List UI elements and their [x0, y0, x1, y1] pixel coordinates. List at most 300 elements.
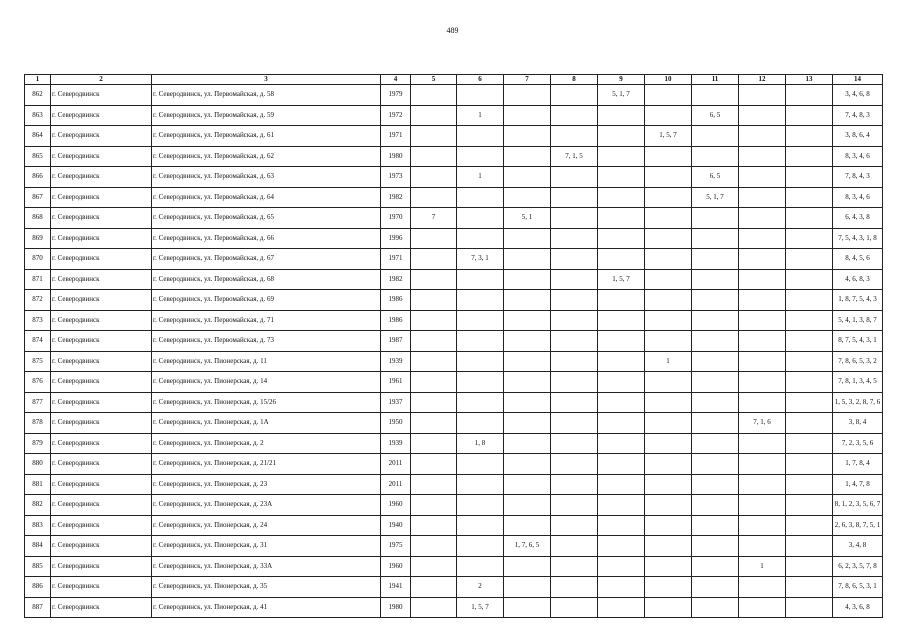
col-12-cell — [739, 228, 786, 249]
col-13-cell — [786, 187, 833, 208]
table-row — [25, 146, 883, 167]
col-12-cell — [739, 126, 786, 147]
year-cell: 1939 — [381, 433, 411, 454]
col-9-cell — [598, 290, 645, 311]
col-11-cell — [692, 536, 739, 557]
col-7-cell — [504, 290, 551, 311]
table-row — [25, 126, 883, 147]
settlement-cell: г. Северодвинск — [51, 597, 152, 618]
col-11-cell — [692, 85, 739, 106]
col-9-cell — [598, 372, 645, 393]
col-9-cell — [598, 536, 645, 557]
address-cell: г. Северодвинск, ул. Первомайская, д. 73 — [152, 331, 381, 352]
col-11-cell — [692, 228, 739, 249]
col-5-cell — [411, 433, 457, 454]
col-6-cell — [457, 85, 504, 106]
year-cell: 1986 — [381, 290, 411, 311]
table-row — [25, 597, 883, 618]
col-9-cell — [598, 105, 645, 126]
col-14-cell: 7, 8, 6, 5, 3, 1 — [833, 577, 883, 598]
row-number-cell: 865 — [25, 146, 51, 167]
col-14-cell: 1, 4, 7, 8 — [833, 474, 883, 495]
col-8-cell — [551, 536, 598, 557]
col-8-cell — [551, 331, 598, 352]
col-6-cell — [457, 474, 504, 495]
col-14-cell: 7, 4, 8, 3 — [833, 105, 883, 126]
col-7-cell — [504, 269, 551, 290]
settlement-cell: г. Северодвинск — [51, 85, 152, 106]
col-8-cell — [551, 433, 598, 454]
column-header-4: 4 — [381, 75, 411, 85]
col-14-cell: 3, 8, 6, 4 — [833, 126, 883, 147]
col-6-cell — [457, 228, 504, 249]
col-12-cell — [739, 208, 786, 229]
col-5-cell — [411, 105, 457, 126]
row-number-cell: 876 — [25, 372, 51, 393]
column-header-12: 12 — [739, 75, 786, 85]
col-11-cell: 6, 5 — [692, 105, 739, 126]
year-cell: 1970 — [381, 208, 411, 229]
col-9-cell — [598, 556, 645, 577]
settlement-cell: г. Северодвинск — [51, 372, 152, 393]
col-6-cell: 2 — [457, 577, 504, 598]
col-7-cell — [504, 454, 551, 475]
col-12-cell — [739, 146, 786, 167]
table-row — [25, 269, 883, 290]
column-header-10: 10 — [645, 75, 692, 85]
col-12-cell — [739, 597, 786, 618]
col-11-cell: 5, 1, 7 — [692, 187, 739, 208]
table-row — [25, 290, 883, 311]
col-9-cell — [598, 413, 645, 434]
col-9-cell — [598, 331, 645, 352]
col-9-cell — [598, 208, 645, 229]
row-number-cell: 863 — [25, 105, 51, 126]
col-7-cell — [504, 495, 551, 516]
col-6-cell — [457, 536, 504, 557]
col-9-cell — [598, 597, 645, 618]
col-6-cell — [457, 269, 504, 290]
col-11-cell — [692, 372, 739, 393]
address-cell: г. Северодвинск, ул. Первомайская, д. 61 — [152, 126, 381, 147]
col-5-cell — [411, 495, 457, 516]
col-5-cell — [411, 269, 457, 290]
year-cell: 1971 — [381, 126, 411, 147]
row-number-cell: 869 — [25, 228, 51, 249]
header-row — [25, 75, 883, 85]
year-cell: 1979 — [381, 85, 411, 106]
col-8-cell — [551, 454, 598, 475]
table-body — [25, 85, 883, 618]
col-6-cell — [457, 413, 504, 434]
settlement-cell: г. Северодвинск — [51, 146, 152, 167]
col-14-cell: 8, 7, 5, 4, 3, 1 — [833, 331, 883, 352]
col-9-cell — [598, 228, 645, 249]
col-7-cell — [504, 331, 551, 352]
col-11-cell — [692, 351, 739, 372]
col-13-cell — [786, 454, 833, 475]
col-13-cell — [786, 474, 833, 495]
col-7-cell — [504, 105, 551, 126]
col-10-cell — [645, 536, 692, 557]
col-9-cell — [598, 474, 645, 495]
col-8-cell — [551, 228, 598, 249]
col-6-cell: 7, 3, 1 — [457, 249, 504, 270]
address-cell: г. Северодвинск, ул. Первомайская, д. 58 — [152, 85, 381, 106]
col-13-cell — [786, 392, 833, 413]
table-row — [25, 351, 883, 372]
year-cell: 1960 — [381, 495, 411, 516]
column-header-8: 8 — [551, 75, 598, 85]
row-number-cell: 874 — [25, 331, 51, 352]
table-row — [25, 249, 883, 270]
col-8-cell — [551, 187, 598, 208]
col-5-cell — [411, 392, 457, 413]
col-11-cell — [692, 556, 739, 577]
year-cell: 1961 — [381, 372, 411, 393]
settlement-cell: г. Северодвинск — [51, 126, 152, 147]
col-12-cell — [739, 372, 786, 393]
col-13-cell — [786, 597, 833, 618]
col-12-cell — [739, 474, 786, 495]
row-number-cell: 882 — [25, 495, 51, 516]
col-8-cell — [551, 167, 598, 188]
table-row — [25, 474, 883, 495]
col-12-cell — [739, 351, 786, 372]
col-12-cell — [739, 290, 786, 311]
address-cell: г. Северодвинск, ул. Первомайская, д. 68 — [152, 269, 381, 290]
table-row — [25, 372, 883, 393]
row-number-cell: 883 — [25, 515, 51, 536]
col-9-cell — [598, 351, 645, 372]
col-13-cell — [786, 228, 833, 249]
col-13-cell — [786, 536, 833, 557]
table-row — [25, 577, 883, 598]
table-row — [25, 413, 883, 434]
col-5-cell — [411, 126, 457, 147]
col-8-cell — [551, 556, 598, 577]
settlement-cell: г. Северодвинск — [51, 228, 152, 249]
year-cell: 1982 — [381, 187, 411, 208]
address-cell: г. Северодвинск, ул. Пионерская, д. 35 — [152, 577, 381, 598]
column-header-6: 6 — [457, 75, 504, 85]
row-number-cell: 875 — [25, 351, 51, 372]
col-13-cell — [786, 167, 833, 188]
col-10-cell — [645, 474, 692, 495]
settlement-cell: г. Северодвинск — [51, 454, 152, 475]
col-14-cell: 8, 1, 2, 3, 5, 6, 7 — [833, 495, 883, 516]
col-5-cell — [411, 85, 457, 106]
settlement-cell: г. Северодвинск — [51, 331, 152, 352]
col-12-cell — [739, 495, 786, 516]
col-9-cell — [598, 167, 645, 188]
col-8-cell — [551, 290, 598, 311]
col-12-cell — [739, 454, 786, 475]
address-cell: г. Северодвинск, ул. Пионерская, д. 41 — [152, 597, 381, 618]
column-header-7: 7 — [504, 75, 551, 85]
column-header-11: 11 — [692, 75, 739, 85]
col-14-cell: 7, 5, 4, 3, 1, 8 — [833, 228, 883, 249]
settlement-cell: г. Северодвинск — [51, 208, 152, 229]
settlement-cell: г. Северодвинск — [51, 290, 152, 311]
table-row — [25, 536, 883, 557]
settlement-cell: г. Северодвинск — [51, 269, 152, 290]
col-10-cell — [645, 85, 692, 106]
col-9-cell — [598, 515, 645, 536]
col-10-cell — [645, 146, 692, 167]
row-number-cell: 872 — [25, 290, 51, 311]
col-13-cell — [786, 556, 833, 577]
year-cell: 1986 — [381, 310, 411, 331]
col-10-cell — [645, 495, 692, 516]
col-12-cell — [739, 331, 786, 352]
col-11-cell — [692, 146, 739, 167]
row-number-cell: 870 — [25, 249, 51, 270]
row-number-cell: 871 — [25, 269, 51, 290]
col-10-cell — [645, 392, 692, 413]
col-10-cell — [645, 515, 692, 536]
col-9-cell — [598, 495, 645, 516]
col-10-cell — [645, 228, 692, 249]
table-row — [25, 556, 883, 577]
year-cell: 1971 — [381, 249, 411, 270]
address-cell: г. Северодвинск, ул. Первомайская, д. 62 — [152, 146, 381, 167]
settlement-cell: г. Северодвинск — [51, 187, 152, 208]
col-9-cell — [598, 249, 645, 270]
col-14-cell: 4, 6, 8, 3 — [833, 269, 883, 290]
col-7-cell — [504, 392, 551, 413]
col-11-cell — [692, 454, 739, 475]
address-cell: г. Северодвинск, ул. Первомайская, д. 59 — [152, 105, 381, 126]
col-10-cell — [645, 597, 692, 618]
col-7-cell — [504, 597, 551, 618]
col-7-cell — [504, 413, 551, 434]
col-8-cell — [551, 413, 598, 434]
col-11-cell — [692, 474, 739, 495]
settlement-cell: г. Северодвинск — [51, 351, 152, 372]
col-6-cell — [457, 310, 504, 331]
col-11-cell — [692, 290, 739, 311]
address-cell: г. Северодвинск, ул. Первомайская, д. 64 — [152, 187, 381, 208]
col-5-cell — [411, 249, 457, 270]
col-7-cell — [504, 85, 551, 106]
table-row — [25, 167, 883, 188]
table-row — [25, 515, 883, 536]
col-12-cell — [739, 310, 786, 331]
address-cell: г. Северодвинск, ул. Пионерская, д. 11 — [152, 351, 381, 372]
col-11-cell — [692, 392, 739, 413]
col-11-cell — [692, 495, 739, 516]
row-number-cell: 885 — [25, 556, 51, 577]
col-7-cell: 1, 7, 6, 5 — [504, 536, 551, 557]
col-14-cell: 7, 8, 1, 3, 4, 5 — [833, 372, 883, 393]
col-10-cell — [645, 167, 692, 188]
col-5-cell — [411, 331, 457, 352]
col-6-cell: 1, 8 — [457, 433, 504, 454]
col-7-cell — [504, 474, 551, 495]
col-5-cell — [411, 351, 457, 372]
col-11-cell — [692, 269, 739, 290]
col-8-cell — [551, 126, 598, 147]
address-cell: г. Северодвинск, ул. Пионерская, д. 15/26 — [152, 392, 381, 413]
col-14-cell: 4, 3, 6, 8 — [833, 597, 883, 618]
col-11-cell — [692, 433, 739, 454]
year-cell: 1980 — [381, 597, 411, 618]
col-13-cell — [786, 577, 833, 598]
col-8-cell — [551, 249, 598, 270]
col-7-cell — [504, 187, 551, 208]
col-7-cell — [504, 556, 551, 577]
col-14-cell: 8, 3, 4, 6 — [833, 187, 883, 208]
col-8-cell — [551, 269, 598, 290]
col-10-cell — [645, 413, 692, 434]
row-number-cell: 886 — [25, 577, 51, 598]
col-7-cell — [504, 310, 551, 331]
col-5-cell — [411, 454, 457, 475]
address-cell: г. Северодвинск, ул. Первомайская, д. 71 — [152, 310, 381, 331]
year-cell: 1972 — [381, 105, 411, 126]
col-5-cell — [411, 536, 457, 557]
col-11-cell — [692, 208, 739, 229]
col-10-cell — [645, 269, 692, 290]
col-10-cell — [645, 331, 692, 352]
col-7-cell — [504, 515, 551, 536]
col-14-cell: 7, 8, 6, 5, 3, 2 — [833, 351, 883, 372]
col-11-cell: 6, 5 — [692, 167, 739, 188]
col-5-cell — [411, 556, 457, 577]
col-13-cell — [786, 85, 833, 106]
col-14-cell: 3, 8, 4 — [833, 413, 883, 434]
col-6-cell — [457, 495, 504, 516]
year-cell: 1987 — [381, 331, 411, 352]
table-row — [25, 187, 883, 208]
year-cell: 1973 — [381, 167, 411, 188]
settlement-cell: г. Северодвинск — [51, 474, 152, 495]
row-number-cell: 887 — [25, 597, 51, 618]
row-number-cell: 868 — [25, 208, 51, 229]
col-12-cell — [739, 85, 786, 106]
col-6-cell: 1, 5, 7 — [457, 597, 504, 618]
col-13-cell — [786, 413, 833, 434]
schedule-table — [24, 74, 883, 618]
col-11-cell — [692, 331, 739, 352]
col-7-cell — [504, 126, 551, 147]
col-8-cell — [551, 208, 598, 229]
col-14-cell: 2, 6, 3, 8, 7, 5, 1 — [833, 515, 883, 536]
col-12-cell — [739, 187, 786, 208]
table-header — [25, 75, 883, 85]
page-number: 489 — [446, 26, 459, 35]
col-12-cell — [739, 105, 786, 126]
row-number-cell: 880 — [25, 454, 51, 475]
year-cell: 1941 — [381, 577, 411, 598]
column-header-9: 9 — [598, 75, 645, 85]
column-header-2: 2 — [51, 75, 152, 85]
col-12-cell — [739, 577, 786, 598]
settlement-cell: г. Северодвинск — [51, 310, 152, 331]
col-5-cell — [411, 474, 457, 495]
col-7-cell — [504, 372, 551, 393]
year-cell: 1940 — [381, 515, 411, 536]
column-header-5: 5 — [411, 75, 457, 85]
col-5-cell — [411, 413, 457, 434]
col-9-cell — [598, 146, 645, 167]
col-14-cell: 7, 8, 4, 3 — [833, 167, 883, 188]
col-11-cell — [692, 413, 739, 434]
settlement-cell: г. Северодвинск — [51, 577, 152, 598]
col-9-cell — [598, 310, 645, 331]
table-row — [25, 228, 883, 249]
col-10-cell — [645, 249, 692, 270]
address-cell: г. Северодвинск, ул. Пионерская, д. 33А — [152, 556, 381, 577]
year-cell: 1939 — [381, 351, 411, 372]
col-13-cell — [786, 515, 833, 536]
row-number-cell: 867 — [25, 187, 51, 208]
col-5-cell — [411, 228, 457, 249]
col-12-cell — [739, 515, 786, 536]
settlement-cell: г. Северодвинск — [51, 495, 152, 516]
row-number-cell: 884 — [25, 536, 51, 557]
col-9-cell — [598, 126, 645, 147]
settlement-cell: г. Северодвинск — [51, 105, 152, 126]
col-8-cell — [551, 372, 598, 393]
col-9-cell — [598, 454, 645, 475]
col-13-cell — [786, 126, 833, 147]
table-row — [25, 85, 883, 106]
col-11-cell — [692, 597, 739, 618]
col-14-cell: 3, 4, 6, 8 — [833, 85, 883, 106]
table-row — [25, 495, 883, 516]
settlement-cell: г. Северодвинск — [51, 167, 152, 188]
year-cell: 1960 — [381, 556, 411, 577]
col-14-cell: 1, 7, 8, 4 — [833, 454, 883, 475]
settlement-cell: г. Северодвинск — [51, 413, 152, 434]
col-5-cell — [411, 290, 457, 311]
col-10-cell — [645, 187, 692, 208]
col-5-cell — [411, 597, 457, 618]
col-5-cell — [411, 372, 457, 393]
row-number-cell: 873 — [25, 310, 51, 331]
col-10-cell — [645, 105, 692, 126]
settlement-cell: г. Северодвинск — [51, 515, 152, 536]
col-7-cell — [504, 433, 551, 454]
col-12-cell — [739, 167, 786, 188]
col-11-cell — [692, 577, 739, 598]
settlement-cell: г. Северодвинск — [51, 392, 152, 413]
table-row — [25, 105, 883, 126]
col-8-cell — [551, 392, 598, 413]
col-12-cell: 1 — [739, 556, 786, 577]
col-8-cell — [551, 105, 598, 126]
year-cell: 1975 — [381, 536, 411, 557]
col-6-cell: 1 — [457, 105, 504, 126]
col-6-cell — [457, 331, 504, 352]
col-8-cell: 7, 1, 5 — [551, 146, 598, 167]
table-row — [25, 208, 883, 229]
col-8-cell — [551, 474, 598, 495]
col-7-cell: 5, 1 — [504, 208, 551, 229]
col-10-cell — [645, 372, 692, 393]
address-cell: г. Северодвинск, ул. Пионерская, д. 23А — [152, 495, 381, 516]
col-5-cell — [411, 167, 457, 188]
row-number-cell: 877 — [25, 392, 51, 413]
col-6-cell — [457, 146, 504, 167]
address-cell: г. Северодвинск, ул. Первомайская, д. 63 — [152, 167, 381, 188]
col-10-cell: 1 — [645, 351, 692, 372]
column-header-14: 14 — [833, 75, 883, 85]
col-14-cell: 5, 4, 1, 3, 8, 7 — [833, 310, 883, 331]
table-row — [25, 454, 883, 475]
